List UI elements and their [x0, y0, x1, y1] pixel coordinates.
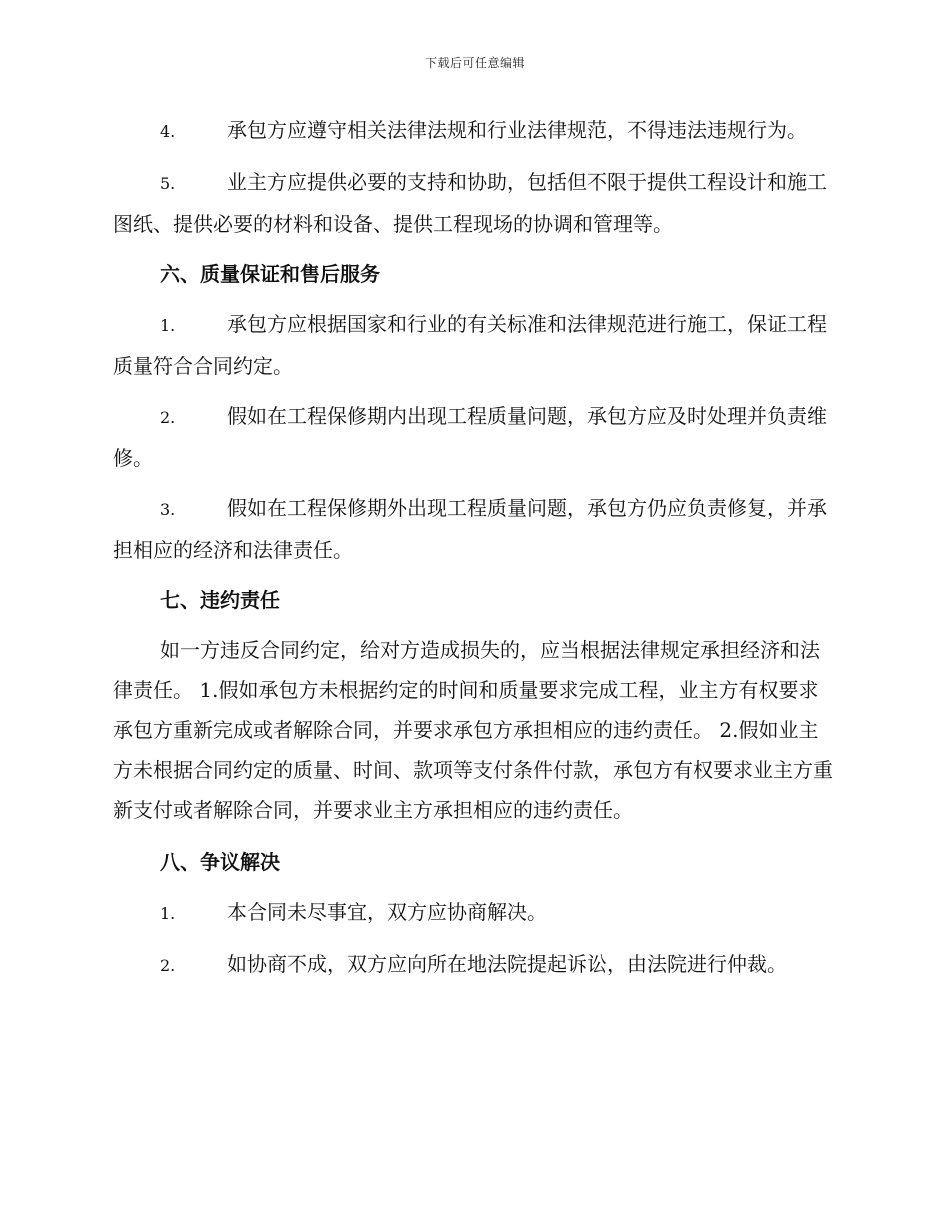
clause-number: 5. [160, 174, 176, 193]
clause-item [113, 162, 837, 244]
section-heading-quality: 六、质量保证和售后服务 [160, 262, 380, 286]
clause-number: 2. [160, 956, 176, 975]
clause-text: 假如在工程保修期内出现工程质量问题，承包方应及时处理并负责维修。 [113, 404, 827, 470]
section-heading-dispute: 八、争议解决 [160, 850, 280, 874]
clause-text: 如协商不成，双方应向所在地法院提起诉讼，由法院进行仲裁。 [227, 952, 787, 976]
page-header: 下载后可任意编辑 [424, 56, 525, 70]
clause-number: 3. [160, 500, 176, 519]
clause-number: 1. [160, 316, 176, 335]
clause-item [113, 110, 837, 152]
liability-paragraph: 如一方违反合同约定，给对方造成损失的，应当根据法律规定承担经济和法律责任。 1.假如承包方未根据约定的时间和质量要求完成工程，业主方有权要求承包方重新完成或者解除合同，并要求承包方承担相应的违约责任。 2.假如业主方未根据合同约定的质量、时间、款项等支付条件付款，承包方有权要求业主方重新支付或者解除合同，并要求业主方承担相应的违约责任。 [113, 638, 833, 822]
clause-number: 2. [160, 408, 176, 427]
clause-number: 4. [160, 122, 176, 141]
clause-item [113, 488, 837, 570]
clause-item [113, 892, 837, 934]
section-heading-liability: 七、违约责任 [160, 588, 280, 612]
clause-item [113, 304, 837, 386]
clause-text: 承包方应根据国家和行业的有关标准和法律规范进行施工，保证工程质量符合合同约定。 [113, 312, 827, 378]
document-body [113, 110, 837, 996]
clause-item [113, 396, 837, 478]
clause-text: 假如在工程保修期外出现工程质量问题，承包方仍应负责修复，并承担相应的经济和法律责任。 [113, 496, 827, 562]
clause-text: 业主方应提供必要的支持和协助，包括但不限于提供工程设计和施工图纸、提供必要的材料和设备、提供工程现场的协调和管理等。 [113, 170, 827, 236]
clause-text: 本合同未尽事宜，双方应协商解决。 [227, 900, 547, 924]
clause-number: 1. [160, 904, 176, 923]
clause-text: 承包方应遵守相关法律法规和行业法律规范，不得违法违规行为。 [227, 118, 807, 142]
clause-item [113, 944, 837, 986]
